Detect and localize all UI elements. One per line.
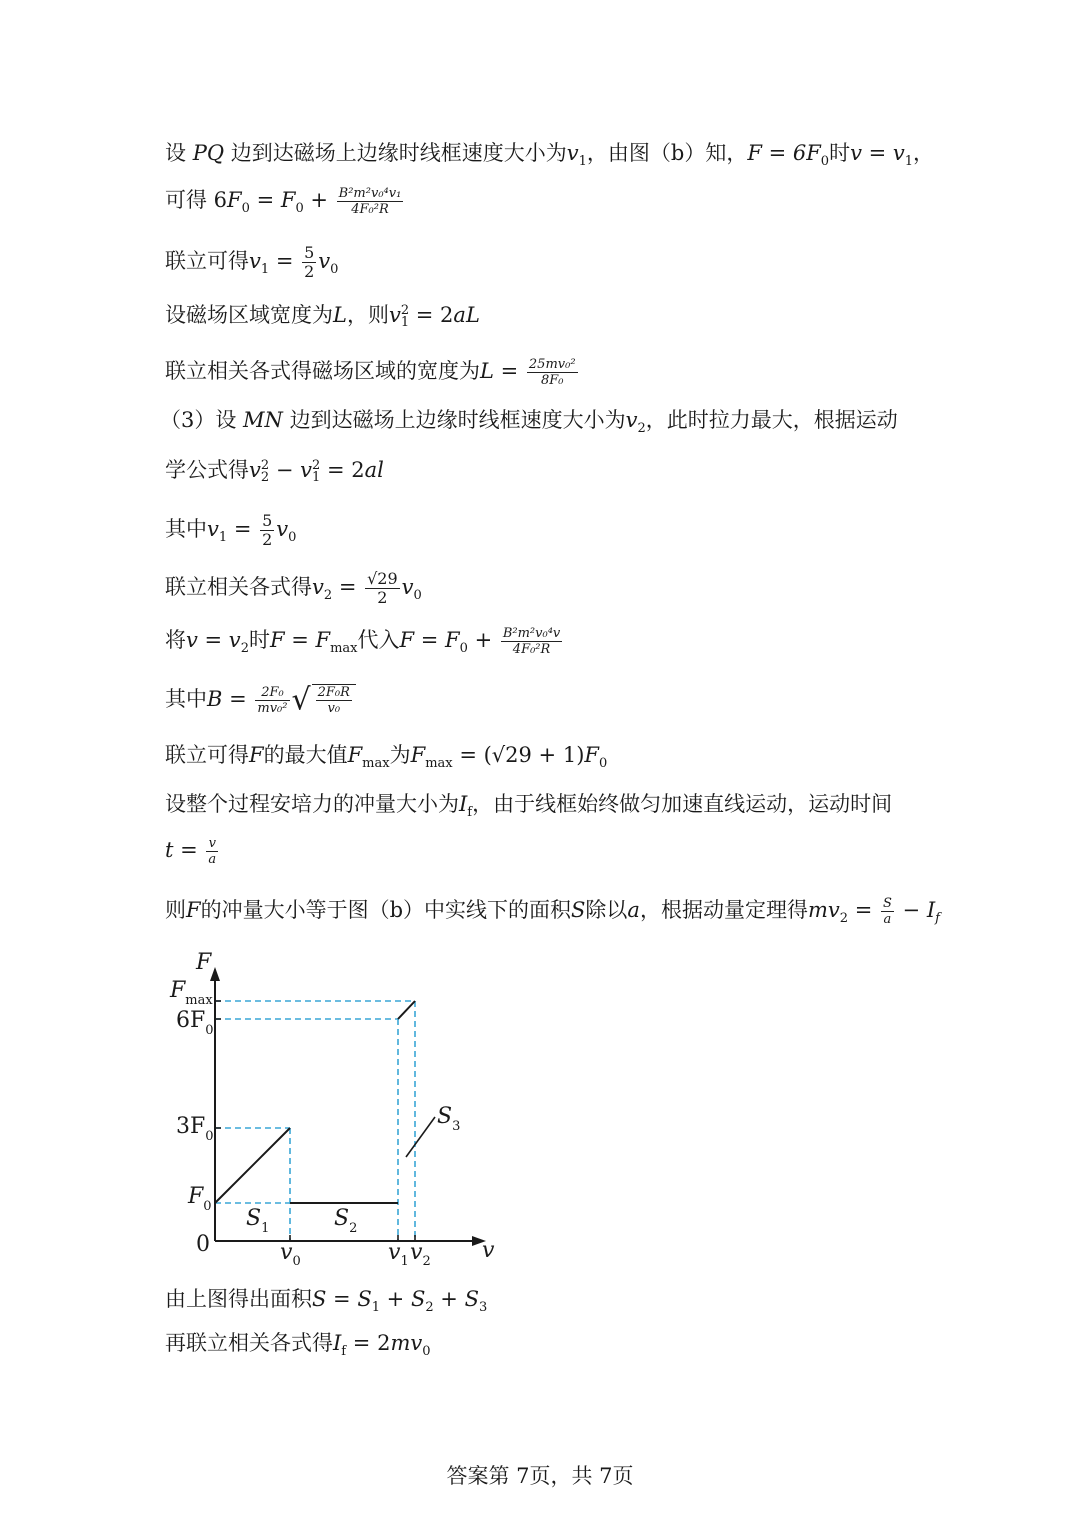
tick-label-3f0: $3F_0$: [176, 1114, 214, 1144]
math: v: [312, 575, 324, 599]
tick-label-v1: $v_1$: [388, 1240, 409, 1265]
math: a: [627, 898, 640, 922]
denominator: 8F₀: [540, 373, 564, 388]
sqrt-sign: √: [291, 682, 311, 718]
x-axis-label: v: [482, 1238, 495, 1263]
text: （3）设: [160, 408, 244, 432]
text: =: [493, 359, 525, 383]
denominator: 2: [262, 530, 273, 549]
math: S: [464, 1287, 479, 1311]
subscript: 2: [323, 588, 333, 604]
text: 可得 6: [165, 188, 228, 212]
subscript: 2: [839, 911, 849, 927]
denominator: 2: [304, 262, 315, 281]
denominator: v₀: [327, 701, 341, 716]
text: 再联立相关各式得: [165, 1331, 333, 1355]
solution-line-2: [165, 186, 405, 223]
fraction: [527, 357, 578, 388]
numerator: 25mv₀²: [528, 357, 576, 372]
subscript: 0: [330, 262, 339, 278]
math: F: [347, 743, 363, 767]
subscript: max: [425, 756, 453, 772]
math: F = F: [269, 628, 331, 652]
denominator: 4F₀²R: [512, 642, 551, 657]
text: 除以: [585, 898, 628, 922]
text: = 2: [320, 458, 365, 482]
text: 联立相关各式得磁场区域的宽度为: [165, 359, 480, 383]
subscript: max: [330, 641, 358, 657]
math: mv: [807, 898, 840, 922]
force-velocity-graph: [160, 945, 500, 1265]
text: ，: [913, 141, 935, 165]
math: v: [401, 575, 414, 599]
text: =: [227, 517, 259, 541]
math: MN: [243, 408, 283, 432]
text: =: [269, 249, 301, 273]
text: 则: [165, 898, 186, 922]
superscript: 2: [260, 457, 270, 473]
force-curve: [215, 1128, 290, 1203]
subscript: 2: [637, 421, 646, 437]
math: t: [165, 838, 174, 862]
tick-label-f0: $F_0$: [188, 1184, 212, 1214]
numerator: 2F₀R: [317, 685, 350, 700]
denominator: mv₀²: [257, 701, 288, 716]
text: 边到达磁场上边缘时线框速度大小为: [282, 408, 626, 432]
numerator: S: [882, 896, 892, 911]
math: v: [207, 517, 219, 541]
math: v: [249, 249, 261, 273]
y-axis-arrow: [210, 967, 220, 981]
text: 其中: [165, 517, 207, 541]
fraction: [337, 186, 404, 217]
text: =: [222, 687, 254, 711]
subscript: max: [362, 756, 390, 772]
subscript: 1: [311, 469, 321, 485]
denominator: 2: [377, 588, 388, 607]
numerator: v: [206, 836, 218, 852]
subscript: 1: [578, 154, 587, 170]
math: F: [584, 743, 599, 767]
math: v: [625, 408, 638, 432]
text: −: [895, 898, 927, 922]
math: v: [388, 303, 401, 327]
fraction: [501, 626, 562, 657]
s3-pointer: [406, 1117, 435, 1157]
text: 学公式得: [165, 458, 249, 482]
subscript: 0: [241, 201, 250, 217]
solution-line-7: [165, 456, 384, 484]
subscript: 0: [459, 641, 468, 657]
math: v: [300, 458, 312, 482]
text: −: [269, 458, 301, 482]
region-s1: $S_1$: [246, 1206, 270, 1236]
subscript: 0: [598, 756, 608, 772]
subscript: f: [341, 1344, 347, 1360]
solution-line-6: [160, 406, 898, 443]
math: B: [207, 687, 223, 711]
subscript: 0: [288, 530, 297, 546]
text: = 2: [409, 303, 454, 327]
math: PQ: [192, 141, 225, 165]
numerator: 2F₀: [255, 685, 289, 701]
solution-line-5: [165, 357, 580, 388]
solution-line-11: [165, 684, 356, 716]
fraction: [260, 512, 274, 549]
text: +: [467, 628, 499, 652]
subscript: 2: [260, 469, 270, 485]
text: ，此时拉力最大，根据运动: [645, 408, 898, 432]
denominator: a: [883, 912, 892, 927]
numerator: 5: [262, 511, 273, 530]
math: I: [459, 792, 468, 816]
text: 联立可得: [165, 743, 249, 767]
text: ，则: [346, 303, 389, 327]
solution-line-1: [165, 139, 934, 176]
solution-line-12: [165, 741, 607, 778]
text: 的最大值: [263, 743, 348, 767]
math: I: [926, 898, 936, 922]
subscript: 3: [478, 1300, 488, 1316]
math: L: [333, 303, 347, 327]
text: 设磁场区域宽度为: [165, 303, 333, 327]
math: S = S: [312, 1287, 372, 1311]
subscript: 1: [400, 314, 410, 330]
math: F = F: [399, 628, 460, 652]
page-footer: 答案第 7页，共 7页: [446, 1464, 634, 1488]
subscript: 1: [218, 530, 228, 546]
denominator: a: [208, 852, 217, 867]
text: = 2: [346, 1331, 391, 1355]
math: v: [566, 141, 579, 165]
text: 的冲量大小等于图（b）中实线下的面积: [200, 898, 572, 922]
fraction: [316, 685, 352, 716]
solution-line-3: [165, 244, 338, 284]
math: v = v: [850, 141, 905, 165]
subscript: 0: [295, 201, 304, 217]
subscript: 2: [240, 641, 249, 657]
math: mv: [390, 1331, 423, 1355]
math: F: [280, 188, 296, 212]
text: 代入: [357, 628, 400, 652]
text: 联立相关各式得: [165, 575, 312, 599]
text: ，根据动量定理得: [639, 898, 808, 922]
fraction: [302, 244, 316, 281]
fraction: [255, 685, 289, 716]
subscript: 1: [371, 1300, 380, 1316]
text: 为: [389, 743, 411, 767]
numerator: 5: [304, 243, 315, 262]
text: ，由于线框始终做匀加速直线运动，运动时间: [472, 792, 893, 816]
text: 时: [829, 141, 851, 165]
superscript: 2: [400, 302, 410, 318]
numerator: B²m²v₀⁴v₁: [338, 186, 402, 201]
subscript: 0: [422, 1344, 431, 1360]
solution-line-10: [165, 626, 564, 663]
subscript: f: [935, 911, 940, 927]
math: al: [364, 458, 384, 482]
solution-line-17: [165, 1329, 431, 1366]
origin-label: 0: [196, 1232, 210, 1257]
text: =: [173, 838, 205, 862]
math: F: [249, 743, 264, 767]
math: F = 6F: [747, 141, 821, 165]
solution-line-14: [165, 836, 220, 867]
math: v = v: [186, 628, 241, 652]
text: 设整个过程安培力的冲量大小为: [165, 792, 459, 816]
math: F: [186, 898, 201, 922]
fraction: [365, 570, 400, 607]
tick-label-v2: $v_2$: [410, 1240, 431, 1265]
solution-line-8: [165, 512, 296, 552]
text: =: [249, 188, 281, 212]
region-s3: $S_3$: [437, 1104, 461, 1134]
sqrt-body: [312, 684, 356, 716]
text: +: [433, 1287, 465, 1311]
numerator: √29: [367, 569, 398, 588]
text: 边到达磁场上边缘时线框速度大小为: [224, 141, 567, 165]
text: +: [303, 188, 335, 212]
text: 将: [165, 628, 186, 652]
superscript: 2: [311, 457, 321, 473]
y-axis-label: F: [196, 950, 212, 975]
solution-line-4: [165, 301, 480, 329]
text: 其中: [165, 687, 207, 711]
subscript: 0: [820, 154, 830, 170]
math: I: [333, 1331, 342, 1355]
denominator: 4F₀²R: [351, 202, 389, 217]
subscript: 1: [260, 262, 270, 278]
text: 由上图得出面积: [165, 1287, 312, 1311]
solution-line-13: [165, 790, 892, 827]
fraction: [206, 836, 218, 867]
text: ，由图（b）知，: [586, 141, 748, 165]
math: S: [410, 1287, 426, 1311]
subscript: 1: [904, 154, 914, 170]
region-s2: $S_2$: [334, 1206, 358, 1236]
fraction: [881, 896, 894, 927]
text: +: [380, 1287, 411, 1311]
solution-line-15: [165, 896, 940, 933]
text: 时: [248, 628, 270, 652]
text: = (√29 + 1): [452, 743, 585, 767]
math: aL: [453, 303, 480, 327]
subscript: f: [467, 805, 473, 821]
math: v: [249, 458, 261, 482]
text: =: [332, 575, 364, 599]
force-curve-rise: [398, 1001, 415, 1019]
math: S: [571, 898, 586, 922]
solution-line-16: [165, 1285, 487, 1322]
tick-label-v0: $v_0$: [280, 1240, 301, 1265]
text: =: [848, 898, 879, 922]
tick-label-fmax: $F_{max}$: [170, 978, 213, 1008]
math: F: [227, 188, 242, 212]
text: 联立可得: [165, 249, 249, 273]
tick-label-6f0: $6F_0$: [176, 1008, 214, 1038]
subscript: 2: [425, 1300, 434, 1316]
text: 设: [165, 141, 193, 165]
subscript: 0: [413, 588, 422, 604]
solution-line-9: [165, 570, 422, 610]
math: F: [410, 743, 426, 767]
math: v: [276, 517, 289, 541]
math: L: [480, 359, 494, 383]
math: v: [318, 249, 331, 273]
numerator: B²m²v₀⁴v: [502, 626, 561, 641]
